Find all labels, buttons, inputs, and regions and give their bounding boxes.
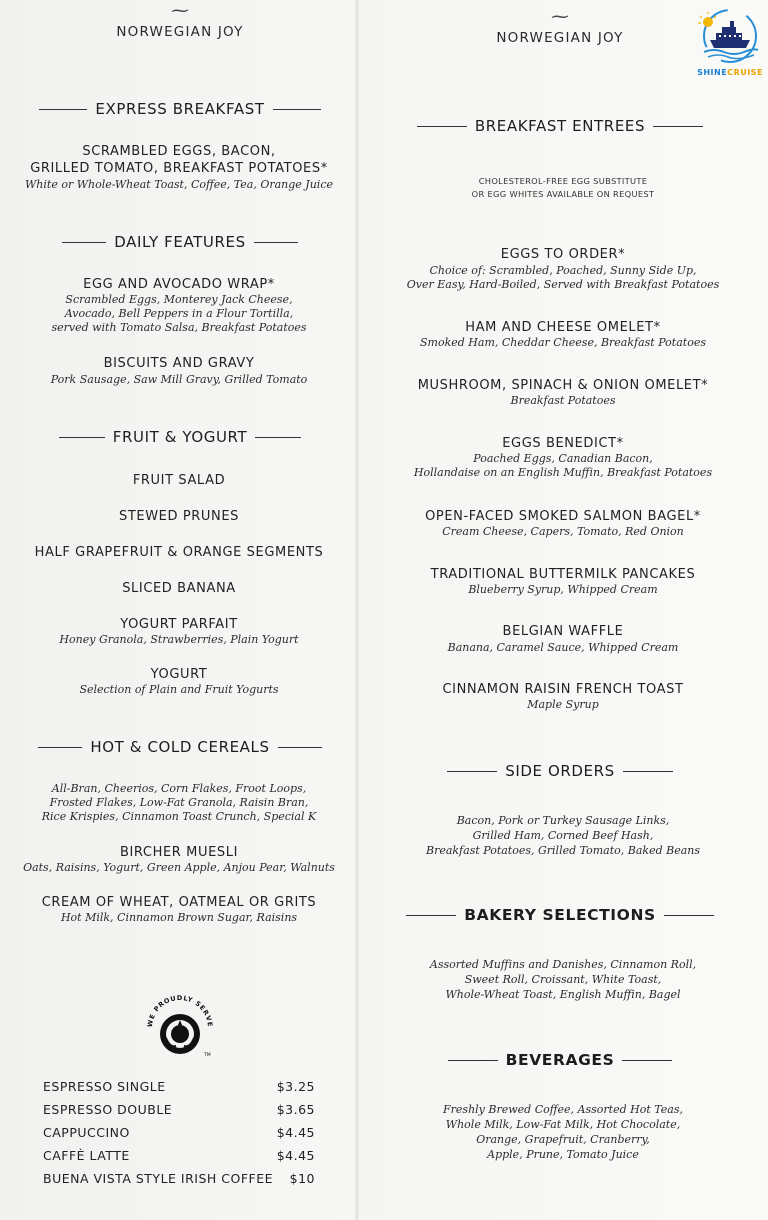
section-title-beverages: BEVERAGES (505, 1051, 615, 1069)
bakery-desc-1: Assorted Muffins and Danishes, Cinnamon Roll, (429, 958, 697, 971)
eggs-desc-2: Over Easy, Hard-Boiled, Served with Breakfast Potatoes (406, 278, 720, 291)
coffee-name: ESPRESSO SINGLE (43, 1079, 166, 1094)
logo-text-cruise: CRUISE (727, 68, 763, 77)
mushroom-omelet-name: MUSHROOM, SPINACH & ONION OMELET* (417, 378, 709, 393)
biscuits-desc: Pork Sausage, Saw Mill Gravy, Grilled Tomato (50, 373, 308, 386)
section-header-bakery (385, 906, 735, 924)
coffee-price: $3.25 (276, 1079, 315, 1094)
fruit-item-3: HALF GRAPEFRUIT & ORANGE SEGMENTS (34, 545, 324, 560)
fruit-item-1: FRUIT SALAD (132, 473, 226, 488)
shine-cruise-logo (694, 2, 766, 82)
express-item-line2: GRILLED TOMATO, BREAKFAST POTATOES* (30, 161, 328, 176)
french-toast-desc: Maple Syrup (527, 698, 599, 711)
entrees-note-2: OR EGG WHITES AVAILABLE ON REQUEST (471, 189, 655, 199)
wrap-desc-3: served with Tomato Salsa, Breakfast Potatoes (51, 321, 307, 334)
coffee-price: $4.45 (276, 1148, 315, 1163)
section-title-daily: DAILY FEATURES (114, 233, 246, 251)
fruit-item-4: SLICED BANANA (122, 581, 236, 596)
starbucks-logo (140, 990, 220, 1060)
yogurt-name: YOGURT (150, 667, 208, 682)
coffee-name: ESPRESSO DOUBLE (43, 1102, 173, 1117)
coffee-price: $10 (289, 1171, 315, 1186)
mushroom-omelet-desc: Breakfast Potatoes (510, 394, 616, 407)
benedict-desc-1: Poached Eggs, Canadian Bacon, (473, 452, 653, 465)
section-header-entrees (385, 117, 735, 135)
express-description: White or Whole-Wheat Toast, Coffee, Tea, Orange Juice (24, 178, 333, 191)
section-header-beverages (385, 1051, 735, 1069)
coffee-price: $3.65 (276, 1102, 315, 1117)
salmon-bagel-desc: Cream Cheese, Capers, Tomato, Red Onion (442, 525, 684, 538)
bakery-desc-3: Whole-Wheat Toast, English Muffin, Bagel (445, 988, 681, 1001)
cereals-desc-1: All-Bran, Cheerios, Corn Flakes, Froot Loops, (51, 782, 307, 795)
section-header-sides (385, 762, 735, 780)
section-title-fruit: FRUIT & YOGURT (112, 428, 248, 446)
section-title-entrees: BREAKFAST ENTREES (474, 117, 646, 135)
express-item-line1: SCRAMBLED EGGS, BACON, (82, 144, 276, 159)
benedict-name: EGGS BENEDICT* (502, 436, 624, 451)
beverages-desc-4: Apple, Prune, Tomato Juice (487, 1148, 639, 1161)
beverages-desc-3: Orange, Grapefruit, Cranberry, (476, 1133, 650, 1146)
sides-desc-3: Breakfast Potatoes, Grilled Tomato, Baked Beans (425, 844, 701, 857)
bakery-desc-2: Sweet Roll, Croissant, White Toast, (464, 973, 662, 986)
coffee-price: $4.45 (276, 1125, 315, 1140)
pancakes-name: TRADITIONAL BUTTERMILK PANCAKES (430, 567, 696, 582)
section-header-fruit (30, 428, 330, 446)
muesli-name: BIRCHER MUESLI (119, 845, 239, 860)
coffee-name: CAPPUCCINO (43, 1125, 130, 1140)
section-title-express: EXPRESS BREAKFAST (95, 100, 265, 118)
brand-name-left: NORWEGIAN JOY (116, 24, 244, 40)
french-toast-name: CINNAMON RAISIN FRENCH TOAST (442, 682, 684, 697)
cream-desc: Hot Milk, Cinnamon Brown Sugar, Raisins (60, 911, 298, 924)
swoosh-icon: ⁓ (551, 6, 569, 27)
entrees-note-1: CHOLESTEROL-FREE EGG SUBSTITUTE (478, 176, 648, 186)
swoosh-icon: ⁓ (171, 0, 189, 21)
cream-name: CREAM OF WHEAT, OATMEAL OR GRITS (41, 895, 317, 910)
coffee-row (43, 1148, 315, 1163)
parfait-name: YOGURT PARFAIT (120, 617, 238, 632)
coffee-row (43, 1079, 315, 1094)
parfait-desc: Honey Granola, Strawberries, Plain Yogurt (59, 633, 299, 646)
starbucks-badge-text: WE PROUDLY SERVE (145, 993, 215, 1028)
biscuits-name: BISCUITS AND GRAVY (103, 356, 255, 371)
fruit-item-2: STEWED PRUNES (119, 509, 239, 524)
coffee-name: CAFFÈ LATTE (43, 1148, 130, 1163)
coffee-row (43, 1171, 315, 1186)
cruise-ship-icon (694, 2, 766, 66)
waffle-desc: Banana, Caramel Sauce, Whipped Cream (447, 641, 679, 654)
wrap-name: EGG AND AVOCADO WRAP* (83, 277, 275, 292)
wrap-desc-2: Avocado, Bell Peppers in a Flour Tortilla, (64, 307, 294, 320)
sides-desc-1: Bacon, Pork or Turkey Sausage Links, (456, 814, 670, 827)
sides-desc-2: Grilled Ham, Corned Beef Hash, (472, 829, 654, 842)
section-title-bakery: BAKERY SELECTIONS (464, 906, 656, 924)
benedict-desc-2: Hollandaise on an English Muffin, Breakfast Potatoes (413, 466, 713, 479)
starbucks-tm: TM (204, 1053, 211, 1058)
section-header-express (30, 100, 330, 118)
shine-cruise-wordmark (694, 68, 766, 77)
ham-omelet-name: HAM AND CHEESE OMELET* (465, 320, 661, 335)
section-header-daily (30, 233, 330, 251)
yogurt-desc: Selection of Plain and Fruit Yogurts (79, 683, 279, 696)
coffee-name: BUENA VISTA STYLE IRISH COFFEE (43, 1171, 274, 1186)
salmon-bagel-name: OPEN-FACED SMOKED SALMON BAGEL* (425, 509, 701, 524)
logo-text-shine: SHINE (697, 68, 728, 77)
coffee-row (43, 1102, 315, 1117)
section-title-cereals: HOT & COLD CEREALS (90, 738, 270, 756)
brand-name-right: NORWEGIAN JOY (496, 30, 624, 46)
beverages-desc-2: Whole Milk, Low-Fat Milk, Hot Chocolate, (445, 1118, 681, 1131)
cereals-desc-3: Rice Krispies, Cinnamon Toast Crunch, Special K (41, 810, 317, 823)
beverages-desc-1: Freshly Brewed Coffee, Assorted Hot Teas, (443, 1103, 683, 1116)
coffee-row (43, 1125, 315, 1140)
waffle-name: BELGIAN WAFFLE (502, 624, 624, 639)
wrap-desc-1: Scrambled Eggs, Monterey Jack Cheese, (65, 293, 293, 306)
ham-omelet-desc: Smoked Ham, Cheddar Cheese, Breakfast Potatoes (420, 336, 706, 349)
pancakes-desc: Blueberry Syrup, Whipped Cream (468, 583, 658, 596)
eggs-name: EGGS TO ORDER* (500, 247, 626, 262)
section-title-sides: SIDE ORDERS (505, 762, 615, 780)
eggs-desc-1: Choice of: Scrambled, Poached, Sunny Side Up, (429, 264, 697, 277)
section-header-cereals (30, 738, 330, 756)
muesli-desc: Oats, Raisins, Yogurt, Green Apple, Anjou Pear, Walnuts (23, 861, 335, 874)
cereals-desc-2: Frosted Flakes, Low-Fat Granola, Raisin Bran, (49, 796, 309, 809)
